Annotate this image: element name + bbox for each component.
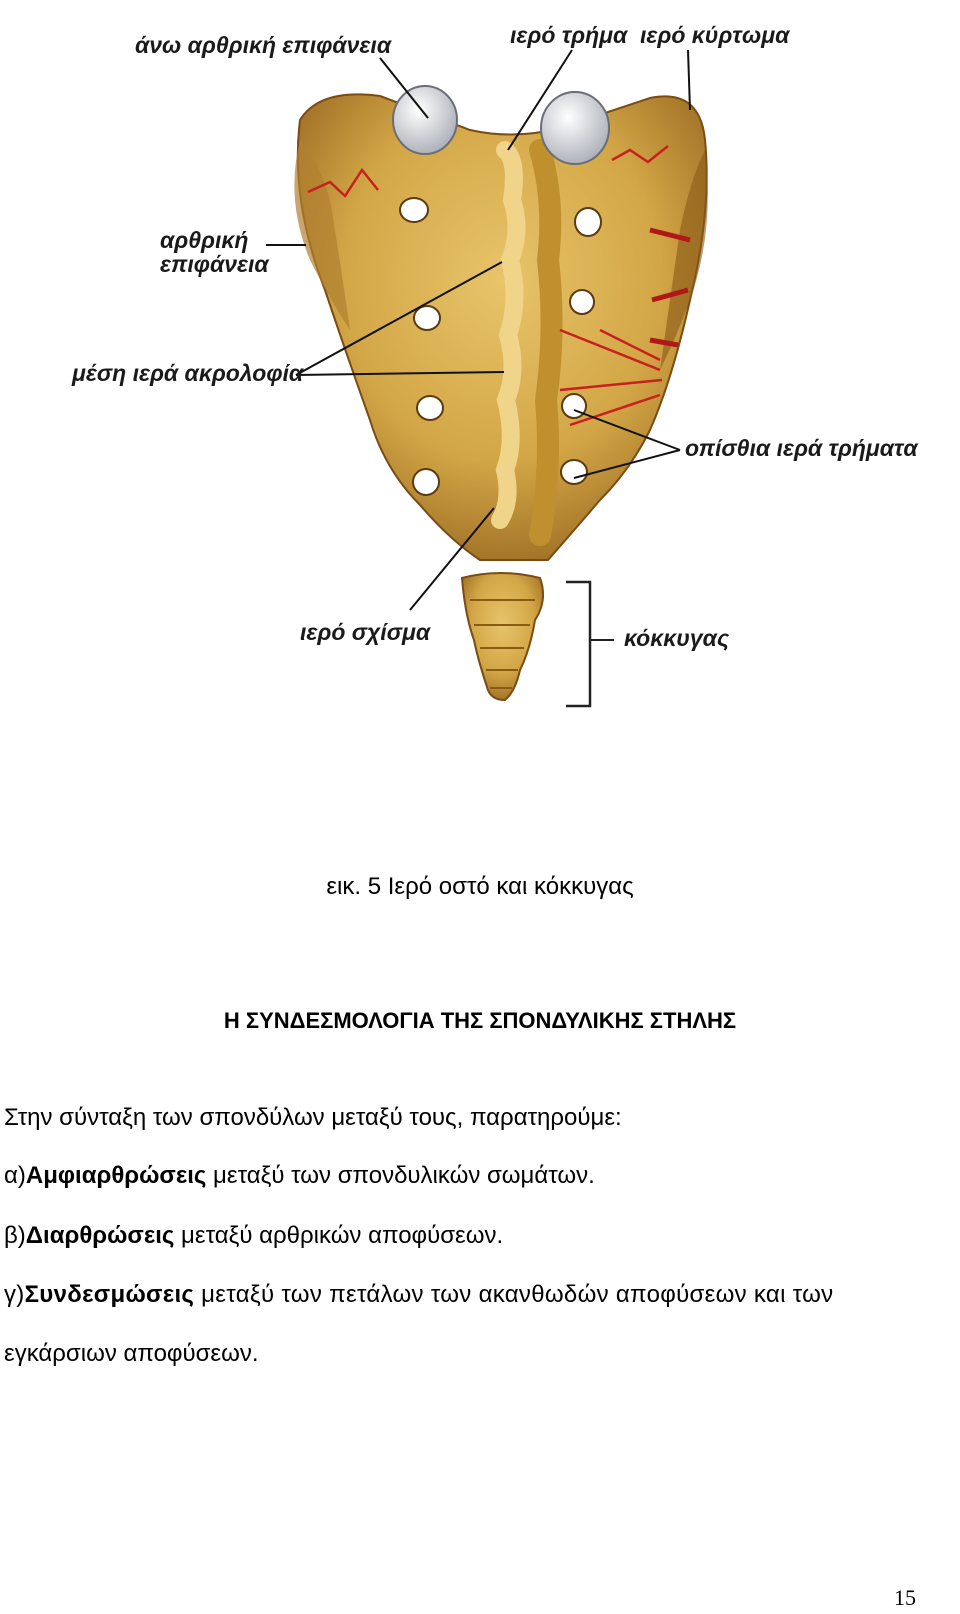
upper-articular-right-shape	[541, 92, 609, 164]
list-item-b-text: μεταξύ αρθρικών αποφύσεων.	[174, 1222, 504, 1249]
list-item-a-prefix: α)	[4, 1162, 26, 1189]
label-coccyx: κόκκυγας	[624, 625, 730, 651]
label-median-crest: μέση ιερά ακρολοφία	[72, 360, 304, 386]
intro-paragraph: Στην σύνταξη των σπονδύλων μεταξύ τους, παρατηρούμε:	[4, 1104, 622, 1131]
list-item-b-prefix: β)	[4, 1222, 26, 1249]
coccyx-shape	[462, 573, 543, 700]
list-item-c-continuation: εγκάρσιων αποφύσεων.	[4, 1340, 259, 1367]
page-number: 15	[894, 1585, 916, 1610]
label-sacral-hiatus: ιερό σχίσμα	[300, 619, 431, 645]
label-sacral-tuberosity: ιερό κύρτωμα	[640, 22, 790, 48]
list-item-c	[4, 1281, 833, 1309]
label-sacral-canal: ιερό τρήμα	[510, 22, 628, 48]
section-heading: Η ΣΥΝΔΕΣΜΟΛΟΓΙΑ ΤΗΣ ΣΠΟΝΔΥΛΙΚΗΣ ΣΤΗΛΗΣ	[223, 1008, 737, 1033]
list-item-a-term: Αμφιαρθρώσεις	[25, 1162, 207, 1189]
list-item-c-prefix: γ)	[4, 1281, 25, 1308]
list-item-c-text: μεταξύ των πετάλων των ακανθωδών αποφύσεων και των	[194, 1281, 834, 1308]
label-upper-articular: άνω αρθρική επιφάνεια	[135, 32, 392, 58]
list-item-c-term: Συνδεσμώσεις	[24, 1281, 195, 1308]
sacrum-illustration	[0, 0, 960, 730]
label-posterior-foramina: οπίσθια ιερά τρήματα	[685, 435, 918, 461]
list-item-a-text: μεταξύ των σπονδυλικών σωμάτων.	[206, 1162, 595, 1189]
label-articular-surface-1: αρθρική	[160, 227, 249, 253]
label-articular-surface-2: επιφάνεια	[160, 251, 269, 277]
list-item-b-term: Διαρθρώσεις	[25, 1222, 175, 1249]
list-item-a	[4, 1162, 595, 1190]
list-item-b	[4, 1222, 503, 1250]
figure-caption: εικ. 5 Ιερό οστό και κόκκυγας	[326, 873, 634, 900]
sacrum-figure	[0, 0, 960, 730]
upper-articular-left-shape	[393, 86, 457, 154]
